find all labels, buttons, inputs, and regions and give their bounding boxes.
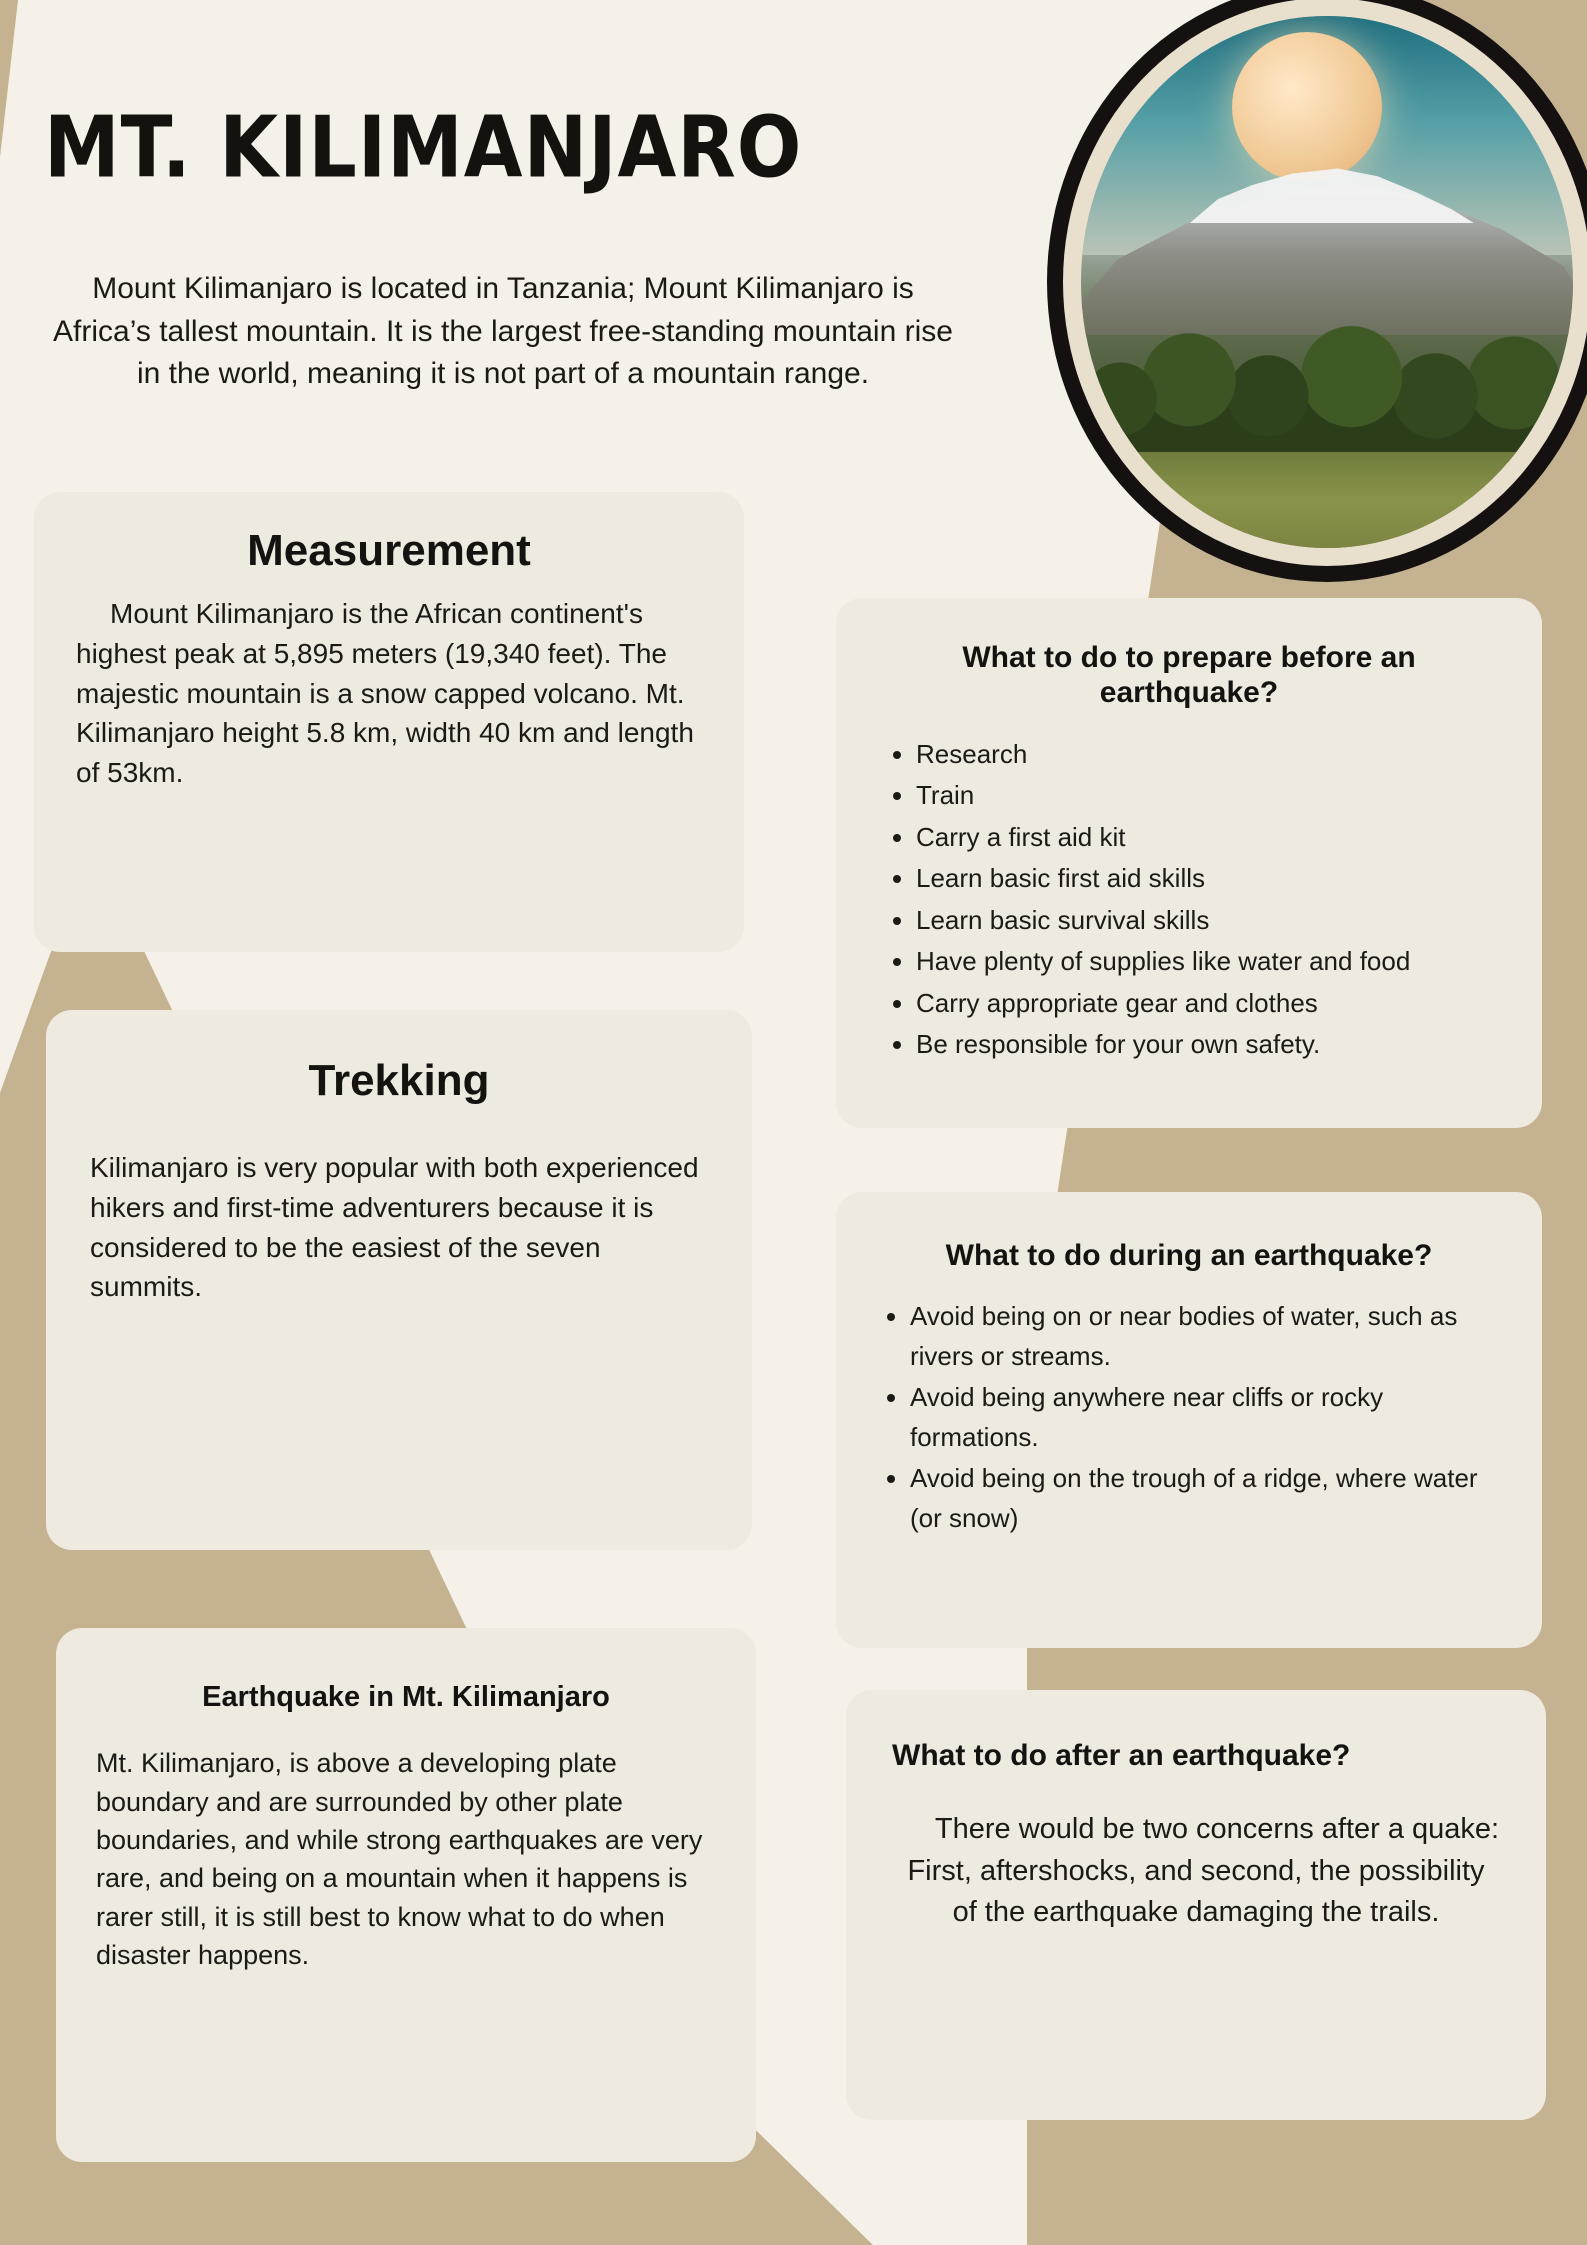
earthquake-body: Mt. Kilimanjaro, is above a developing plate boundary and are surrounded by other plate boundaries, and while strong earthquakes are very rare, and being on a mountain when it happens is rarer still, it is still best to know what to do when disaster happens. [96,1748,703,1970]
measurement-card [34,492,744,952]
after-earthquake-card [846,1690,1546,2120]
before-earthquake-list [876,735,1502,1065]
photo-image [1081,16,1573,548]
tree-line [1081,303,1573,463]
before-earthquake-heading: What to do to prepare before an earthquake? [962,641,1416,710]
list-item: • Be responsible for your own safety. [916,1025,1502,1065]
list-item: • Avoid being on or near bodies of water, such as rivers or streams. [910,1297,1502,1376]
measurement-heading: Measurement [247,526,531,575]
list-item: • Carry a first aid kit [916,818,1502,858]
trekking-card [46,1010,752,1550]
list-item: • Avoid being anywhere near cliffs or rocky formations. [910,1378,1502,1457]
measurement-body: Mount Kilimanjaro is the African continent's highest peak at 5,895 meters (19,340 feet). The majestic mountain is a snow capped volcano. Mt. Kilimanjaro height 5.8 km, width 40 km and length of 53km. [76,598,694,788]
list-item: • Have plenty of supplies like water and food [916,942,1502,982]
moon-icon [1232,32,1382,182]
list-item: • Research [916,735,1502,775]
trekking-heading: Trekking [308,1056,490,1105]
list-item: • Train [916,776,1502,816]
after-earthquake-heading: What to do after an earthquake? [892,1739,1351,1772]
trekking-body: Kilimanjaro is very popular with both experienced hikers and first-time adventurers because it is considered to be the easiest of the seven summits. [90,1152,699,1303]
list-item: • Avoid being on the trough of a ridge, where water (or snow) [910,1459,1502,1538]
grass-layer [1081,452,1573,548]
list-item: • Carry appropriate gear and clothes [916,984,1502,1024]
page-title: MT. KILIMANJARO [44,96,803,197]
list-item: • Learn basic first aid skills [916,859,1502,899]
before-earthquake-card [836,598,1542,1128]
during-earthquake-heading: What to do during an earthquake? [945,1239,1433,1272]
after-earthquake-body: There would be two concerns after a quake: First, aftershocks, and second, the possibility of the earthquake damaging the trails. [907,1813,1500,1928]
intro-paragraph: Mount Kilimanjaro is located in Tanzania; Mount Kilimanjaro is Africa’s tallest mountain. It is the largest free-standing mountain rise in the world, meaning it is not part of a mountain range. [53,272,953,391]
earthquake-card [56,1628,756,2162]
during-earthquake-list [876,1297,1502,1538]
list-item: • Learn basic survival skills [916,901,1502,941]
earthquake-heading: Earthquake in Mt. Kilimanjaro [202,1681,610,1713]
kilimanjaro-photo [1047,0,1587,582]
during-earthquake-card [836,1192,1542,1648]
